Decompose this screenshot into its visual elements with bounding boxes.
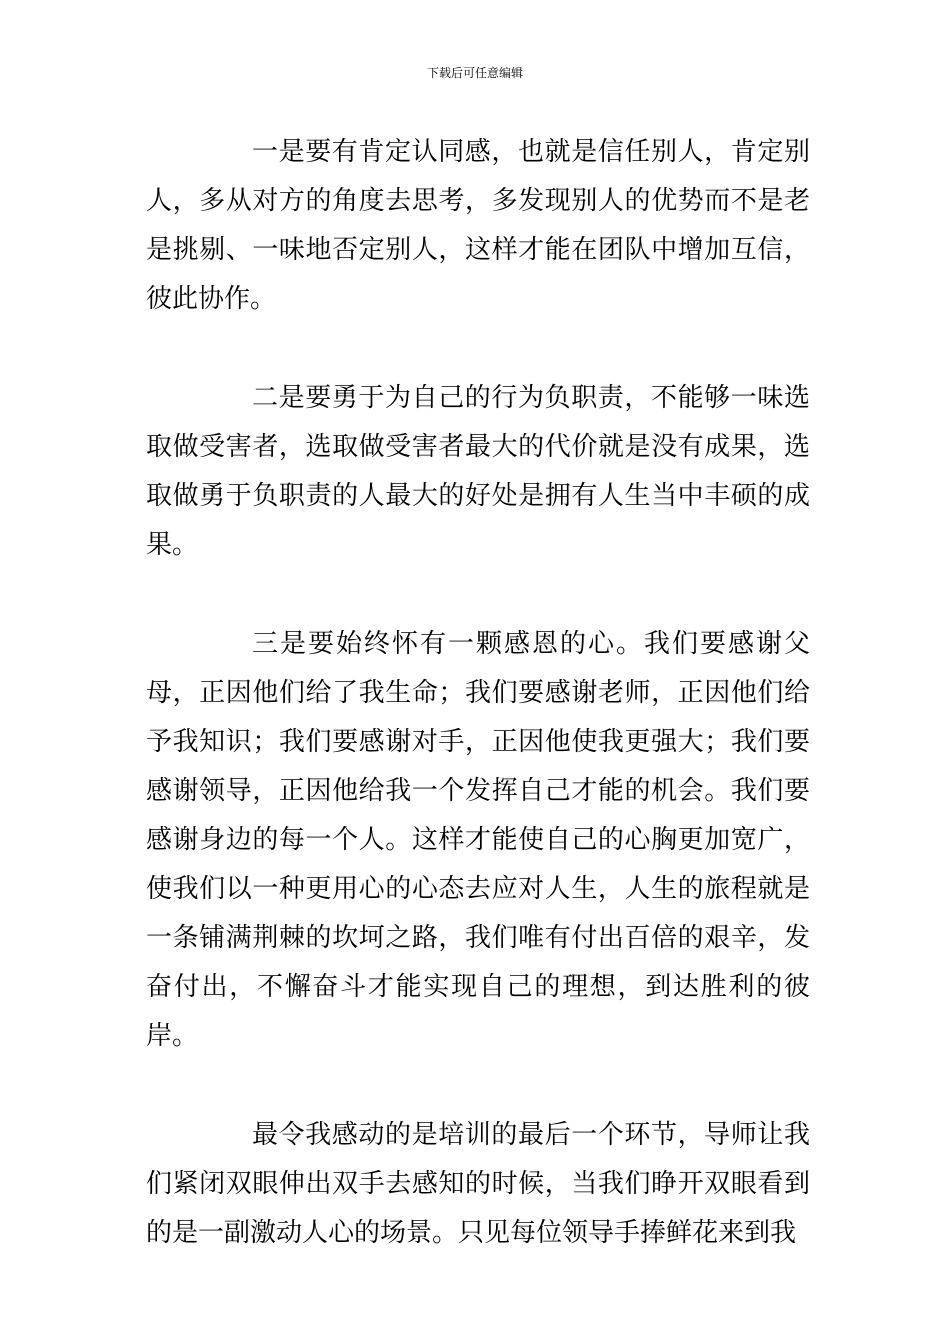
document-body (146, 128, 810, 1308)
paragraph-1: 一是要有肯定认同感，也就是信任别人，肯定别人，多从对方的角度去思考，多发现别人的优势而不是老是挑剔、一味地否定别人，这样才能在团队中增加互信，彼此协作。 (146, 137, 810, 314)
page-header: 下载后可任意编辑 (426, 66, 523, 80)
paragraph-2: 二是要勇于为自己的行为负职责，不能够一味选取做受害者，选取做受害者最大的代价就是没有成果，选取做勇于负职责的人最大的好处是拥有人生当中丰硕的成果。 (146, 383, 810, 560)
paragraph-4: 最令我感动的是培训的最后一个环节，导师让我们紧闭双眼伸出双手去感知的时候，当我们睁开双眼看到的是一副激动人心的场景。只见每位领导手捧鲜花来到我 (146, 1120, 810, 1248)
paragraph-3: 三是要始终怀有一颗感恩的心。我们要感谢父母，正因他们给了我生命；我们要感谢老师，正因他们给予我知识；我们要感谢对手，正因他使我更强大；我们要感谢领导，正因他给我一个发挥自己才能的机会。我们要感谢身边的每一个人。这样才能使自己的心胸更加宽广，使我们以一种更用心的心态去应对人生，人生的旅程就是一条铺满荆棘的坎坷之路，我们唯有付出百倍的艰辛，发奋付出，不懈奋斗才能实现自己的理想，到达胜利的彼岸。 (146, 629, 810, 1051)
